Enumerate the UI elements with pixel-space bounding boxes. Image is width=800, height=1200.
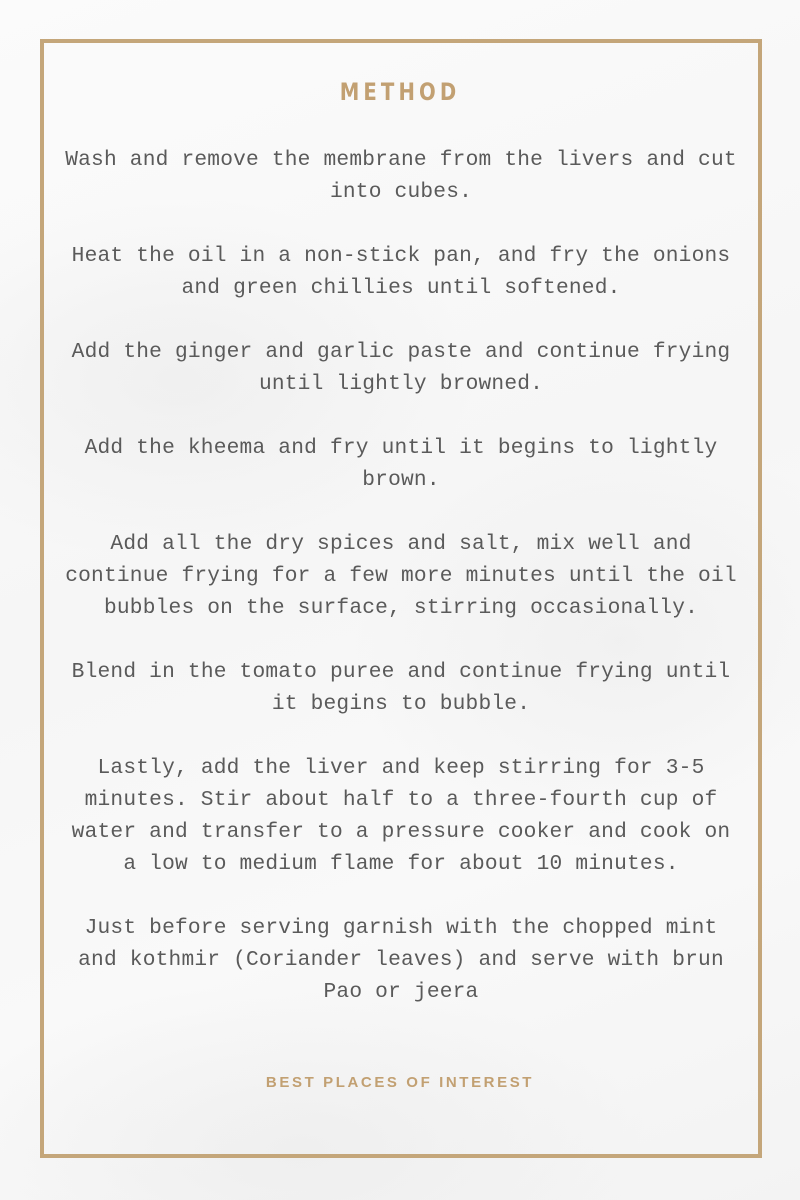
method-step-2: Heat the oil in a non-stick pan, and fry the onions and green chillies until softened. <box>71 244 731 300</box>
method-step-7: Lastly, add the liver and keep stirring for 3-5 minutes. Stir about half to a three-fourth cup of water and transfer to a pressure cooker and cook on a low to medium flame for about 10 minutes. <box>71 756 731 876</box>
method-step-3: Add the ginger and garlic paste and continue frying until lightly browned. <box>71 340 731 396</box>
method-step-8: Just before serving garnish with the chopped mint and kothmir (Coriander leaves) and serve with brun Pao or jeera <box>78 916 724 1004</box>
method-step-1: Wash and remove the membrane from the livers and cut into cubes. <box>65 148 737 204</box>
method-step-6: Blend in the tomato puree and continue frying until it begins to bubble. <box>71 660 731 716</box>
section-heading-method: METHOD <box>339 78 461 106</box>
footer-caption: BEST PLACES OF INTEREST <box>265 1074 535 1091</box>
method-step-5: Add all the dry spices and salt, mix well and continue frying for a few more minutes until the oil bubbles on the surface, stirring occasionally. <box>65 532 737 620</box>
method-step-4: Add the kheema and fry until it begins to lightly brown. <box>84 436 718 492</box>
method-steps <box>60 144 742 1040</box>
